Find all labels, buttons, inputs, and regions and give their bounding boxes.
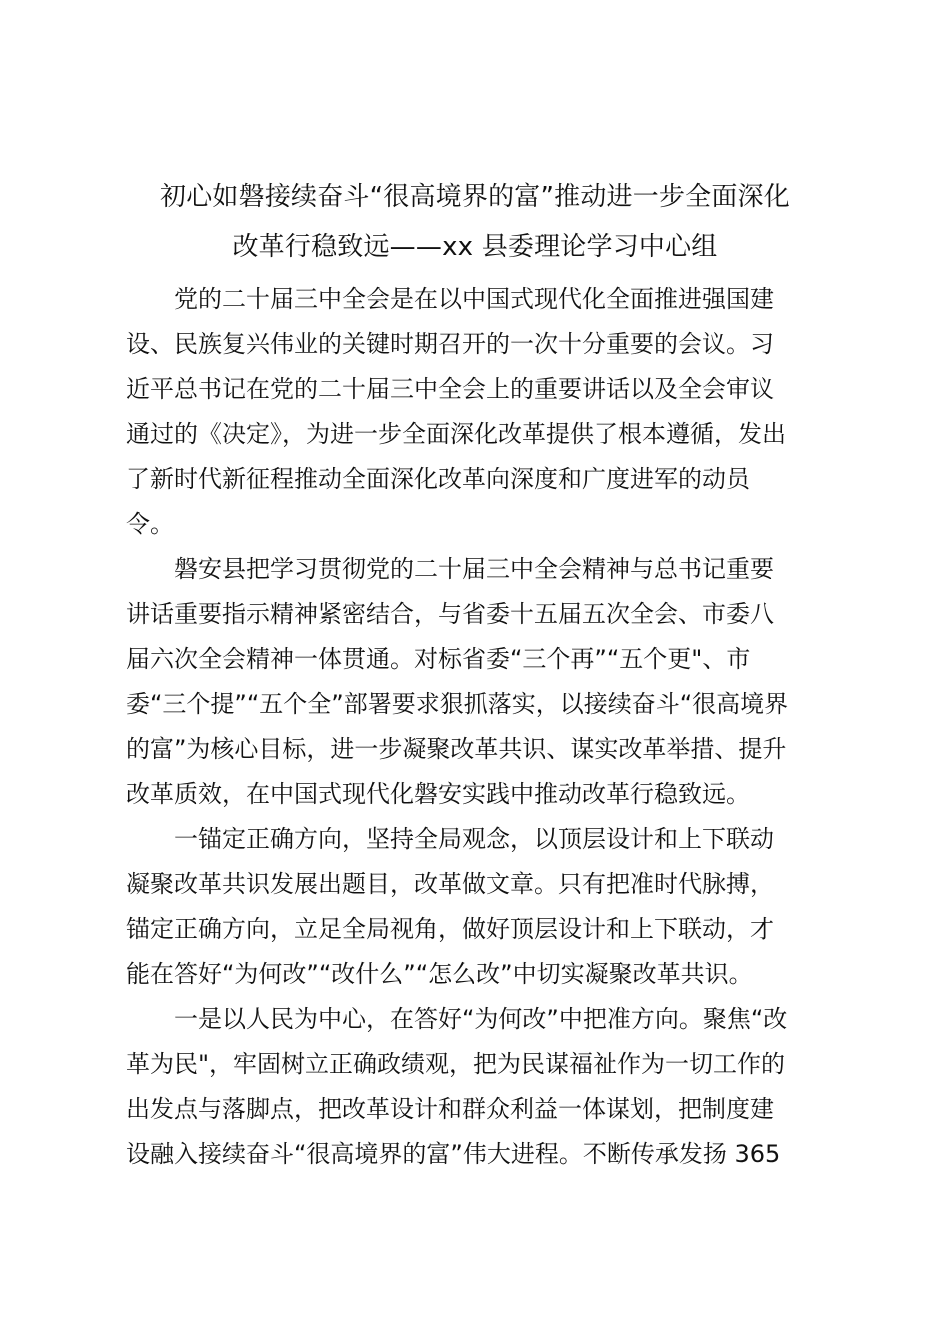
paragraph-1 [126,277,836,547]
paragraph-line: 一是以人民为中心，在答好“为何改”中把准方向。聚焦“改 [174,1005,788,1033]
paragraph-line: 磐安县把学习贯彻党的二十届三中全会精神与总书记重要 [174,555,774,583]
paragraph-line: 设、民族复兴伟业的关键时期召开的一次十分重要的会议。习 [126,330,774,358]
paragraph-line: 锚定正确方向，立足全局视角，做好顶层设计和上下联动，才 [126,915,774,943]
document-title [118,172,832,272]
paragraph-line: 革为民"，牢固树立正确政绩观，把为民谋福祉作为一切工作的 [126,1050,786,1078]
paragraph-line: 出发点与落脚点，把改革设计和群众利益一体谋划，把制度建 [126,1095,774,1123]
paragraph-line: 凝聚改革共识发展出题目，改革做文章。只有把准时代脉搏， [126,870,774,898]
document-body [126,277,836,1177]
paragraph-line: 一锚定正确方向，坚持全局观念，以顶层设计和上下联动 [174,825,774,853]
paragraph-line: 通过的《决定》，为进一步全面深化改革提供了根本遵循，发出 [126,420,786,448]
paragraph-line: 设融入接续奋斗“很高境界的富”伟大进程。不断传承发扬 365 [126,1140,781,1168]
paragraph-line: 改革质效，在中国式现代化磐安实践中推动改革行稳致远。 [126,780,750,808]
paragraph-line: 委“三个提”“五个全”部署要求狠抓落实，以接续奋斗“很高境界 [126,690,789,718]
paragraph-line: 了新时代新征程推动全面深化改革向深度和广度进军的动员 [126,465,750,493]
title-line-2: 改革行稳致远——xx 县委理论学习中心组 [232,232,718,262]
paragraph-4 [126,997,836,1177]
paragraph-line: 党的二十届三中全会是在以中国式现代化全面推进强国建 [174,285,774,313]
paragraph-line: 届六次全会精神一体贯通。对标省委“三个再”“五个更"、市 [126,645,751,673]
paragraph-line: 的富”为核心目标，进一步凝聚改革共识、谋实改革举措、提升 [126,735,787,763]
paragraph-2 [126,547,836,817]
paragraph-3 [126,817,836,997]
title-line-1: 初心如磐接续奋斗“很高境界的富”推动进一步全面深化 [160,182,790,212]
paragraph-line: 讲话重要指示精神紧密结合，与省委十五届五次全会、市委八 [126,600,774,628]
paragraph-line: 能在答好“为何改”“改什么”“怎么改”中切实凝聚改革共识。 [126,960,753,988]
paragraph-line: 近平总书记在党的二十届三中全会上的重要讲话以及全会审议 [126,375,774,403]
paragraph-line: 令。 [126,510,174,538]
